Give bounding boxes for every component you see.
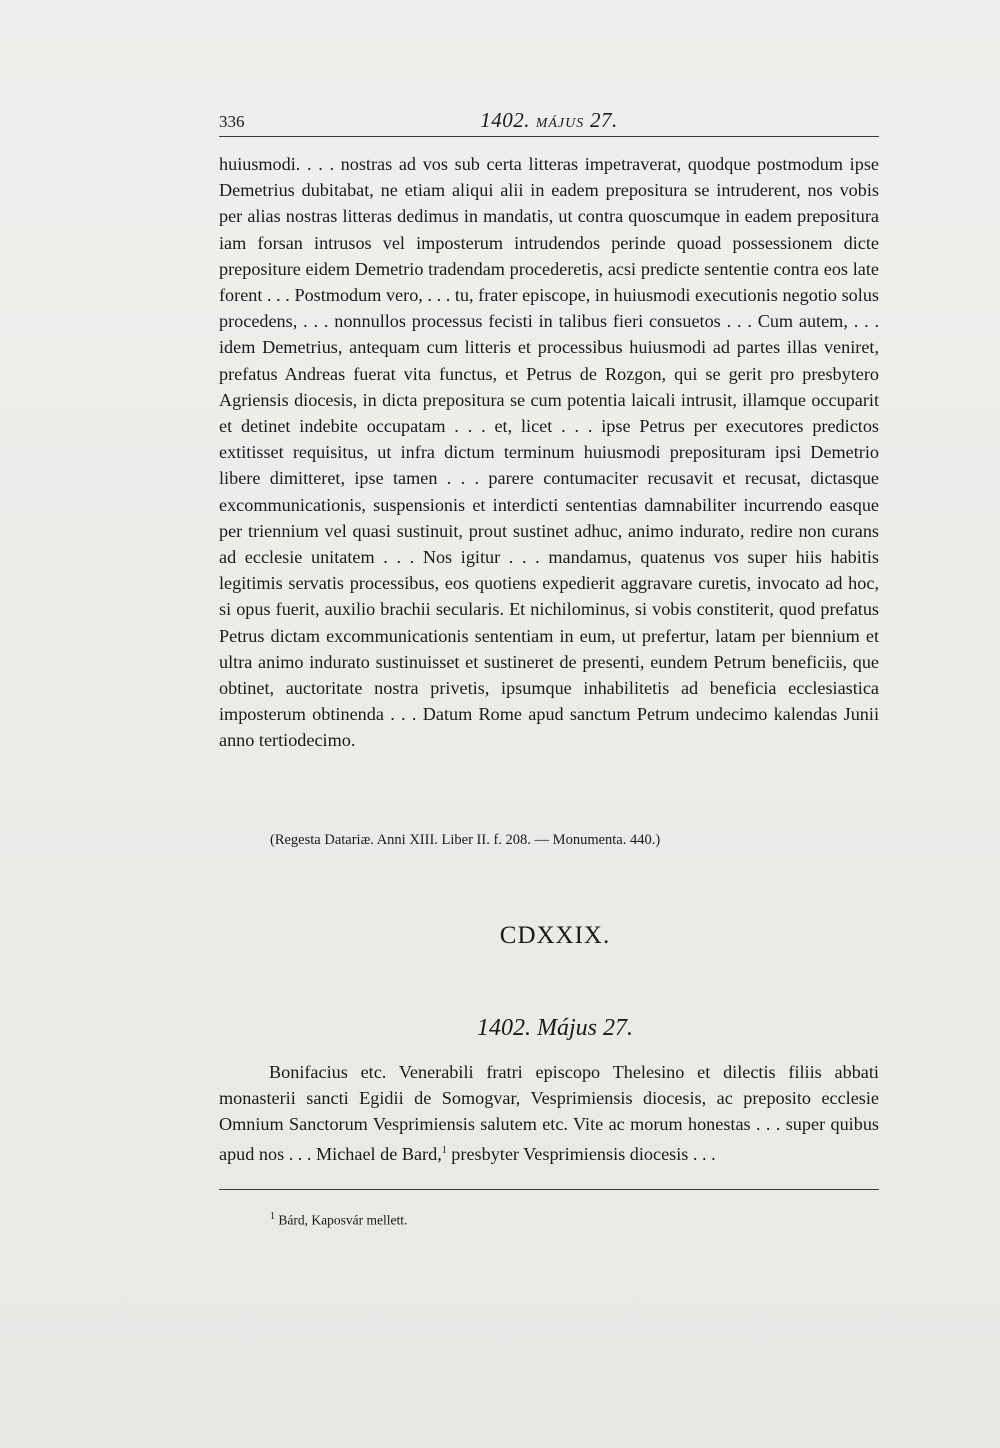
running-title-month: MÁJUS (535, 116, 585, 131)
document-number: CDXXIX. (499, 922, 611, 949)
running-title-day: 27. (590, 108, 618, 132)
running-header (219, 108, 879, 137)
running-title-year: 1402. (480, 108, 530, 132)
footnote-divider (219, 1189, 879, 1190)
document-body-text: huiusmodi. . . . nostras ad vos sub certa litteras impetraverat, quodque postmodum ipse Demetrius dubitabat, ne etiam aliqui alii in eadem prepositura se intruderent, nos vobis per alias nostras litteras dedimus in mandatis, ut contra quoscumque in eadem prepositura iam forsan intrusos vel imposterum intrudendos perinde quoad possessionem dicte prepositure eidem Demetrio tradendam procederetis, acsi predicte sententie contra eos late forent . . . Postmodum vero, . . . tu, frater episcope, in huiusmodi executionis negotio solus procedens, . . . nonnullos processus fecisti in talibus fieri consuetos . . . Cum autem, . . . idem Demetrius, antequam cum litteris et processibus huiusmodi ad partes illas veniret, prefatus Andreas fuerat vita functus, et Petrus de Rozgon, qui se gerit pro presbytero Agriensis diocesis, in dicta prepositura se cum potentia laicali intrusit, illamque occuparit et detinet indebite occupatam . . . et, licet . . . ipse Petrus per executores predictos extitisset requisitus, ut infra dictum terminum huiusmodi preposituram ipsi Demetrio libere dimitteret, ipse tamen . . . parere contumaciter recusavit et recusat, dictasque excommunicationis, suspensionis et interdicti sententias damnabiliter incurrendo easque per triennium vel quasi sustinuit, prout sustinet adhuc, animo indurato, redire non curans ad ecclesie unitatem . . . Nos igitur . . . mandamus, quatenus vos super hiis habitis legitimis servatis processibus, eos quotiens expedierit aggravare curetis, invocato ad hoc, si opus fuerit, auxilio brachii secularis. Et nichilominus, si vobis constiterit, quod prefatus Petrus dictam excommunicationis sententiam in eum, ut prefertur, latam per biennium et ultra animo indurato sustinuisset et sustineret de presenti, eundem Petrum beneficiis, que obtinet, auctoritate nostra privetis, ipsumque inhabilitetis ad beneficia ecclesiastica imposterum obtinenda . . . Datum Rome apud sanctum Petrum undecimo kalendas Junii anno tertiodecimo. (219, 154, 879, 751)
second-document-text (219, 1059, 879, 1167)
second-document-text-part-2: presbyter Vesprimiensis diocesis . . . (446, 1143, 716, 1164)
footnote-reference[interactable]: 1 (441, 1144, 447, 1156)
second-document-text-part-1: Bonifacius etc. Venerabili fratri episcopo Thelesino et dilectis filiis abbati monasterii sancti Egidii de Somogvar, Vesprimiensis diocesis, ac preposito ecclesie Omnium Sanctorum Vesprimiensis salutem etc. Vite ac morum honestas . . . super quibus apud nos . . . Michael de Bard, (219, 1062, 879, 1164)
footnote-marker: 1 (270, 1211, 275, 1222)
document-date: 1402. Május 27. (477, 1015, 633, 1041)
footnote-text: Bárd, Kaposvár mellett. (275, 1212, 408, 1228)
footnote (270, 1208, 407, 1230)
running-title (219, 108, 879, 133)
source-citation: (Regesta Datariæ. Anni XIII. Liber II. f. 208. — Monumenta. 440.) (270, 832, 661, 848)
page-number: 336 (219, 112, 245, 131)
